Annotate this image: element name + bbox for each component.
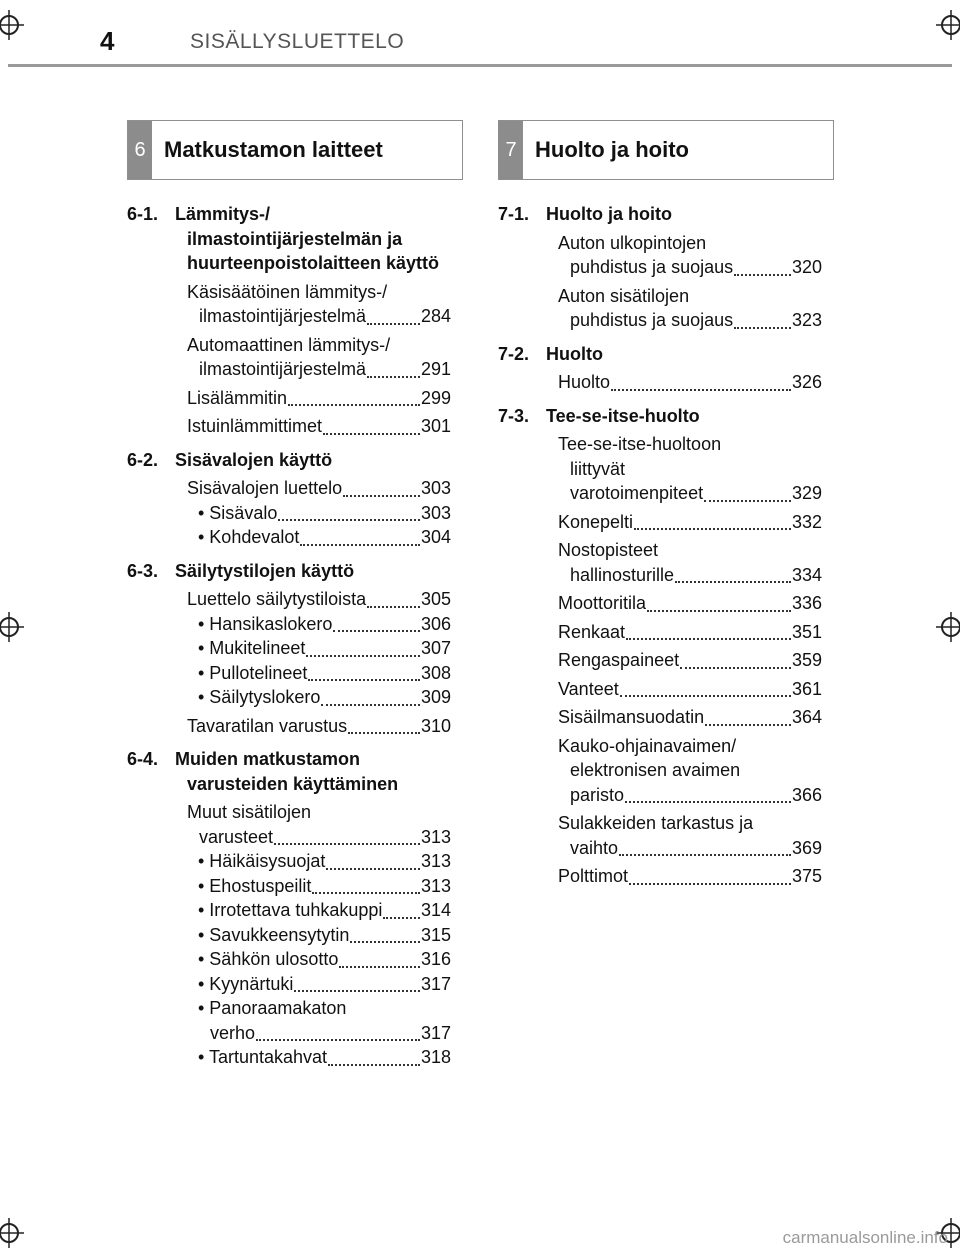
section-number: 6-3. bbox=[127, 560, 159, 581]
toc-sub-entry bbox=[127, 996, 451, 1045]
toc-entry-line bbox=[198, 874, 451, 899]
toc-entry-line bbox=[198, 972, 451, 997]
toc-entry-line bbox=[198, 1045, 451, 1070]
toc-sub-entry bbox=[127, 501, 451, 526]
page-ref: 313 bbox=[420, 875, 451, 896]
toc-entry bbox=[127, 476, 451, 501]
page-ref: 336 bbox=[791, 593, 822, 613]
page-ref: 303 bbox=[420, 502, 451, 523]
toc-entry-text: • Sisävalo bbox=[198, 502, 278, 523]
toc-entry-line bbox=[187, 714, 451, 739]
toc-entry-text: hallinosturille bbox=[570, 564, 675, 585]
toc-entry-line bbox=[558, 308, 822, 333]
page-ref: 299 bbox=[420, 387, 451, 408]
toc-entry-line bbox=[558, 563, 822, 588]
toc-entry-line bbox=[558, 255, 822, 280]
toc-entry-line bbox=[198, 923, 451, 948]
toc-entry bbox=[498, 432, 822, 506]
page-ref: 304 bbox=[420, 527, 451, 547]
toc-sub-entry bbox=[127, 1045, 451, 1070]
toc-entry-line bbox=[558, 648, 822, 673]
toc-entry bbox=[498, 811, 822, 860]
toc-sub-entry bbox=[127, 636, 451, 661]
page-ref: 313 bbox=[420, 851, 451, 871]
toc-entry bbox=[498, 648, 822, 673]
toc-entry-text: puhdistus ja suojaus bbox=[570, 257, 734, 277]
toc-entry-line bbox=[187, 386, 451, 411]
toc-entry-text: elektronisen avaimen bbox=[570, 760, 741, 780]
dot-leader bbox=[323, 431, 420, 435]
toc-entry-line bbox=[187, 825, 451, 850]
dot-leader bbox=[675, 579, 791, 583]
toc-entry-text: Auton ulkopintojen bbox=[558, 232, 707, 253]
dot-leader bbox=[308, 677, 420, 681]
dot-leader bbox=[350, 939, 420, 943]
dot-leader bbox=[705, 722, 791, 726]
toc-entry-text: Polttimot bbox=[558, 866, 629, 886]
toc-entry-line bbox=[558, 864, 822, 889]
watermark: carmanualsonline.info bbox=[782, 1228, 948, 1247]
dot-leader bbox=[647, 608, 791, 612]
dot-leader bbox=[326, 866, 420, 870]
toc-entry bbox=[498, 284, 822, 333]
toc-entry-text: ilmastointijärjestelmä bbox=[199, 359, 367, 379]
toc-entry-line bbox=[198, 612, 451, 637]
toc-entry-text: • Irrotettava tuhkakuppi bbox=[198, 900, 383, 920]
section-title: Huolto ja hoito bbox=[546, 204, 672, 224]
dot-leader bbox=[367, 321, 420, 325]
toc-entry bbox=[498, 538, 822, 587]
toc-entry-text: verho bbox=[210, 1022, 256, 1043]
toc-sub-entry bbox=[127, 849, 451, 874]
dot-leader bbox=[343, 493, 420, 497]
toc-entry-text: varotoimenpiteet bbox=[570, 483, 704, 503]
dot-leader bbox=[383, 915, 420, 919]
page-ref: 305 bbox=[420, 589, 451, 609]
page-ref: 361 bbox=[791, 678, 822, 699]
page-ref: 329 bbox=[791, 483, 822, 503]
dot-leader bbox=[611, 387, 791, 391]
chapter-title: Huolto ja hoito bbox=[535, 137, 689, 162]
toc-sub-entry bbox=[127, 898, 451, 923]
toc-entry-line bbox=[558, 370, 822, 395]
section-number: 7-1. bbox=[498, 204, 530, 224]
toc-entry-text: • Savukkeensytytin bbox=[198, 924, 350, 945]
toc-entry-text: • Pullotelineet bbox=[198, 662, 308, 683]
toc-entry-line bbox=[558, 783, 822, 808]
page-ref: 310 bbox=[420, 715, 451, 736]
dot-leader bbox=[734, 272, 791, 276]
page-number: 4 bbox=[100, 26, 115, 56]
toc-entry bbox=[127, 587, 451, 612]
section-title: Tee-se-itse-huolto bbox=[546, 405, 700, 426]
toc-entry-text: Renkaat bbox=[558, 621, 626, 642]
section-number: 6-2. bbox=[127, 449, 159, 470]
toc-entry-text: ilmastointijärjestelmä bbox=[199, 306, 367, 326]
chapter-number-tab: 7 bbox=[499, 121, 523, 179]
toc-entry bbox=[127, 280, 451, 329]
page-ref: 323 bbox=[791, 310, 822, 330]
dot-leader bbox=[348, 730, 420, 734]
section-number: 6-1. bbox=[127, 204, 159, 224]
page-ref: 332 bbox=[791, 511, 822, 532]
page-ref: 375 bbox=[791, 866, 822, 886]
toc-sub-entry bbox=[127, 612, 451, 637]
toc-entry bbox=[498, 864, 822, 889]
page-ref: 326 bbox=[791, 372, 822, 392]
toc-sub-entry bbox=[127, 685, 451, 710]
registration-mark-bottom-left bbox=[0, 1218, 24, 1248]
toc-entry bbox=[498, 620, 822, 645]
toc-entry-line bbox=[187, 304, 451, 329]
dot-leader bbox=[619, 852, 791, 856]
toc-entry-line bbox=[558, 836, 822, 861]
toc-entry-text: paristo bbox=[570, 784, 625, 805]
toc-entry bbox=[127, 414, 451, 439]
toc-entry-line bbox=[558, 705, 822, 730]
toc-entry-line bbox=[187, 476, 451, 501]
toc-entry-text: Tee-se-itse-huoltoon bbox=[558, 434, 722, 454]
toc-entry bbox=[498, 591, 822, 616]
page-ref: 369 bbox=[791, 837, 822, 858]
toc-entry-text: Kauko-ohjainavaimen/ bbox=[558, 735, 737, 756]
toc-entry-text: vaihto bbox=[570, 837, 619, 858]
chapter-number-tab: 6 bbox=[128, 121, 152, 179]
toc-sub-entry bbox=[127, 972, 451, 997]
registration-mark-top-left bbox=[0, 10, 24, 40]
toc-entry-text: • Panoraamakaton bbox=[198, 998, 347, 1018]
dot-leader bbox=[294, 988, 420, 992]
page-ref: 301 bbox=[420, 416, 451, 436]
toc-entry-text: Konepelti bbox=[558, 511, 634, 532]
dot-leader bbox=[680, 665, 791, 669]
dot-leader bbox=[333, 628, 420, 632]
toc-entry-line bbox=[558, 591, 822, 616]
toc-entry-text: Muut sisätilojen bbox=[187, 802, 312, 822]
toc-sub-entry bbox=[127, 661, 451, 686]
dot-leader bbox=[306, 653, 420, 657]
toc-entry-line bbox=[198, 685, 451, 710]
page-ref: 313 bbox=[420, 826, 451, 847]
dot-leader bbox=[300, 542, 420, 546]
chapter-title: Matkustamon laitteet bbox=[164, 137, 383, 162]
toc-entry-line bbox=[558, 677, 822, 702]
toc-entry-line bbox=[558, 510, 822, 535]
toc-sub-entry bbox=[127, 874, 451, 899]
header-rule bbox=[8, 64, 952, 67]
toc-column-chapter-6 bbox=[127, 202, 451, 1070]
toc-entry-text: Luettelo säilytystiloista bbox=[187, 589, 367, 609]
dot-leader bbox=[734, 325, 791, 329]
registration-mark-mid-left bbox=[0, 612, 24, 642]
toc-entry-text: Automaattinen lämmitys-/ bbox=[187, 334, 391, 355]
dot-leader bbox=[328, 1062, 420, 1066]
toc-entry-text: • Hansikaslokero bbox=[198, 613, 333, 634]
page-ref: 315 bbox=[420, 924, 451, 945]
dot-leader bbox=[312, 890, 420, 894]
dot-leader bbox=[274, 841, 420, 845]
toc-entry-line bbox=[198, 1021, 451, 1046]
section-title: Huolto bbox=[546, 343, 603, 364]
page-ref: 291 bbox=[420, 359, 451, 379]
section-heading bbox=[498, 404, 822, 429]
chapter-6-header bbox=[127, 120, 463, 180]
toc-entry-line bbox=[558, 620, 822, 645]
section-title: Lämmitys-/ ilmastointijärjestelmän ja huurteenpoistolaitteen käyttö bbox=[175, 204, 440, 273]
toc-entry-text: Sulakkeiden tarkastus ja bbox=[558, 813, 754, 833]
section-number: 6-4. bbox=[127, 749, 159, 769]
toc-sub-entry bbox=[127, 525, 451, 550]
page-ref: 308 bbox=[420, 662, 451, 683]
toc-entry-text: Rengaspaineet bbox=[558, 650, 680, 670]
page-ref: 364 bbox=[791, 707, 822, 727]
page-ref: 316 bbox=[420, 949, 451, 969]
toc-entry-line bbox=[187, 414, 451, 439]
toc-entry-line bbox=[198, 849, 451, 874]
toc-entry-text: Moottoritila bbox=[558, 593, 647, 613]
toc-column-chapter-7 bbox=[498, 202, 822, 889]
page-ref: 359 bbox=[791, 650, 822, 670]
toc-entry-text: Huolto bbox=[558, 372, 611, 392]
toc-entry bbox=[498, 705, 822, 730]
toc-sub-entry bbox=[127, 947, 451, 972]
registration-mark-top-right bbox=[936, 10, 960, 40]
toc-entry-text: Sisävalojen luettelo bbox=[187, 478, 343, 498]
toc-entry-text: • Ehostuspeilit bbox=[198, 875, 312, 896]
toc-entry-text: Vanteet bbox=[558, 678, 619, 699]
section-title: Sisävalojen käyttö bbox=[175, 449, 333, 470]
section-heading bbox=[498, 202, 822, 227]
toc-entry-text: Auton sisätilojen bbox=[558, 285, 690, 306]
page-ref: 334 bbox=[791, 564, 822, 585]
dot-leader bbox=[321, 702, 420, 706]
dot-leader bbox=[634, 526, 791, 530]
dot-leader bbox=[626, 636, 791, 640]
toc-entry bbox=[127, 714, 451, 739]
dot-leader bbox=[620, 693, 791, 697]
toc-entry-text: Sisäilmansuodatin bbox=[558, 707, 705, 727]
dot-leader bbox=[339, 964, 420, 968]
toc-sub-entry bbox=[127, 923, 451, 948]
toc-entry-line bbox=[198, 636, 451, 661]
toc-entry-text: liittyvät bbox=[570, 458, 626, 479]
page-ref: 318 bbox=[420, 1047, 451, 1067]
section-title: Muiden matkustamon varusteiden käyttäminen bbox=[175, 749, 399, 794]
page-ref: 309 bbox=[420, 687, 451, 707]
toc-entry-text: • Kohdevalot bbox=[198, 527, 300, 547]
toc-entry-text: • Tartuntakahvat bbox=[198, 1047, 328, 1067]
page-ref: 284 bbox=[420, 306, 451, 326]
section-heading bbox=[127, 559, 451, 584]
toc-entry-text: Käsisäätöinen lämmitys-/ bbox=[187, 281, 388, 302]
section-heading bbox=[127, 747, 451, 796]
page-ref: 351 bbox=[791, 621, 822, 642]
toc-entry-line bbox=[558, 481, 822, 506]
toc-entry bbox=[127, 333, 451, 382]
toc-entry bbox=[498, 510, 822, 535]
toc-entry bbox=[127, 386, 451, 411]
page-ref: 306 bbox=[420, 613, 451, 634]
section-heading bbox=[498, 342, 822, 367]
toc-entry-text: • Mukitelineet bbox=[198, 638, 306, 658]
toc-entry-text: varusteet bbox=[199, 826, 274, 847]
toc-entry bbox=[498, 677, 822, 702]
dot-leader bbox=[367, 374, 420, 378]
page-ref: 303 bbox=[420, 478, 451, 498]
dot-leader bbox=[625, 799, 791, 803]
section-title: Säilytystilojen käyttö bbox=[175, 560, 355, 581]
toc-entry bbox=[498, 370, 822, 395]
toc-entry bbox=[127, 800, 451, 849]
registration-mark-mid-right bbox=[936, 612, 960, 642]
toc-entry-text: • Sähkön ulosotto bbox=[198, 949, 339, 969]
dot-leader bbox=[256, 1037, 420, 1041]
section-heading bbox=[127, 202, 451, 276]
page-ref: 366 bbox=[791, 784, 822, 805]
dot-leader bbox=[367, 604, 420, 608]
toc-entry-line bbox=[187, 587, 451, 612]
toc-entry-line bbox=[187, 357, 451, 382]
page-ref: 317 bbox=[420, 1022, 451, 1043]
chapter-7-header bbox=[498, 120, 834, 180]
toc-entry-text: puhdistus ja suojaus bbox=[570, 310, 734, 330]
toc-entry-text: • Häikäisysuojat bbox=[198, 851, 326, 871]
toc-entry-text: Istuinlämmittimet bbox=[187, 416, 323, 436]
toc-entry-line bbox=[198, 947, 451, 972]
toc-entry-line bbox=[198, 661, 451, 686]
section-heading bbox=[127, 448, 451, 473]
dot-leader bbox=[278, 517, 420, 521]
section-number: 7-2. bbox=[498, 343, 530, 364]
dot-leader bbox=[704, 498, 791, 502]
page-ref: 317 bbox=[420, 973, 451, 994]
dot-leader bbox=[288, 402, 420, 406]
toc-entry-line bbox=[198, 898, 451, 923]
toc-entry-line bbox=[198, 501, 451, 526]
toc-entry bbox=[498, 734, 822, 808]
page-title: SISÄLLYSLUETTELO bbox=[190, 30, 405, 53]
toc-entry-text: • Kyynärtuki bbox=[198, 973, 294, 994]
toc-entry-text: Nostopisteet bbox=[558, 540, 659, 560]
dot-leader bbox=[629, 881, 791, 885]
section-number: 7-3. bbox=[498, 405, 530, 426]
page-ref: 314 bbox=[420, 900, 451, 920]
page-ref: 307 bbox=[420, 638, 451, 658]
toc-entry-line bbox=[198, 525, 451, 550]
toc-entry bbox=[498, 231, 822, 280]
toc-entry-text: • Säilytyslokero bbox=[198, 687, 321, 707]
toc-entry-text: Lisälämmitin bbox=[187, 387, 288, 408]
toc-entry-text: Tavaratilan varustus bbox=[187, 715, 348, 736]
page-ref: 320 bbox=[791, 257, 822, 277]
